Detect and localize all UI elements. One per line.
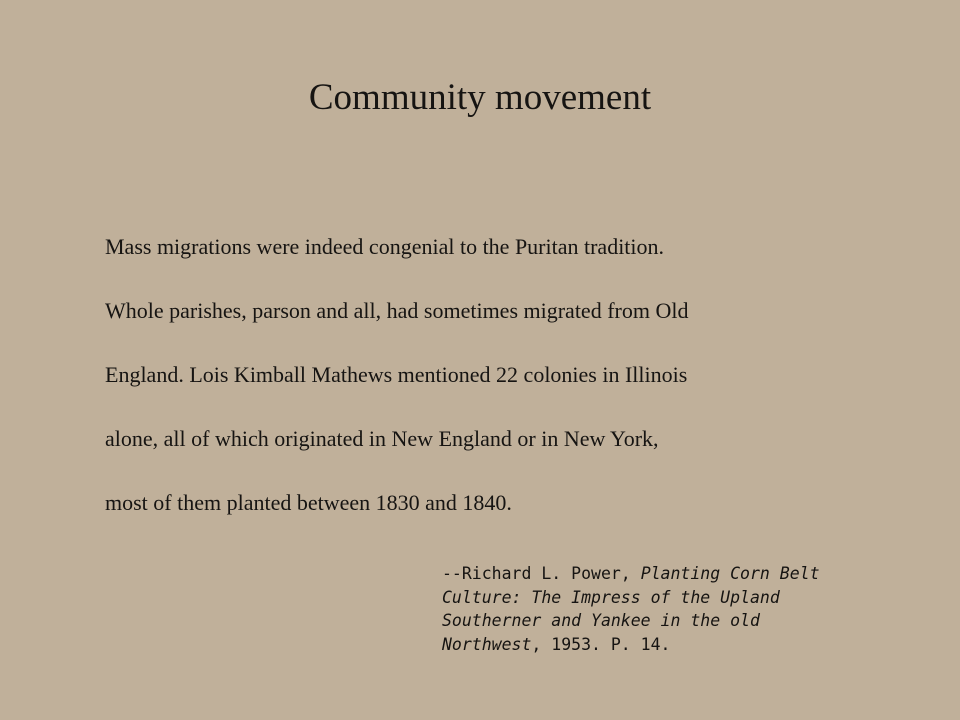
quote-line-4: alone, all of which originated in New England or in New York, (105, 426, 659, 451)
citation-book-title-part-4: Northwest (442, 634, 532, 654)
citation-line-4 (442, 633, 912, 657)
quote-line-1: Mass migrations were indeed congenial to the Puritan tradition. (105, 234, 665, 259)
quote-line-2: Whole parishes, parson and all, had sometimes migrated from Old (105, 298, 689, 323)
quote-body (105, 229, 845, 549)
citation-book-title-part-1: Planting Corn Belt (640, 564, 820, 583)
citation (442, 562, 912, 656)
citation-year-page: , 1953. P. 14. (531, 634, 671, 654)
citation-book-title-part-2: Culture: The Impress of the Upland (442, 587, 780, 607)
quote-line-5: most of them planted between 1830 and 1840. (105, 490, 512, 515)
citation-book-title-part-3: Southerner and Yankee in the old (442, 611, 760, 630)
slide-title: Community movement (308, 77, 652, 118)
citation-line-1 (442, 562, 912, 586)
quote-line-3: England. Lois Kimball Mathews mentioned 22 colonies in Illinois (105, 362, 688, 387)
citation-author: --Richard L. Power, (442, 564, 641, 583)
